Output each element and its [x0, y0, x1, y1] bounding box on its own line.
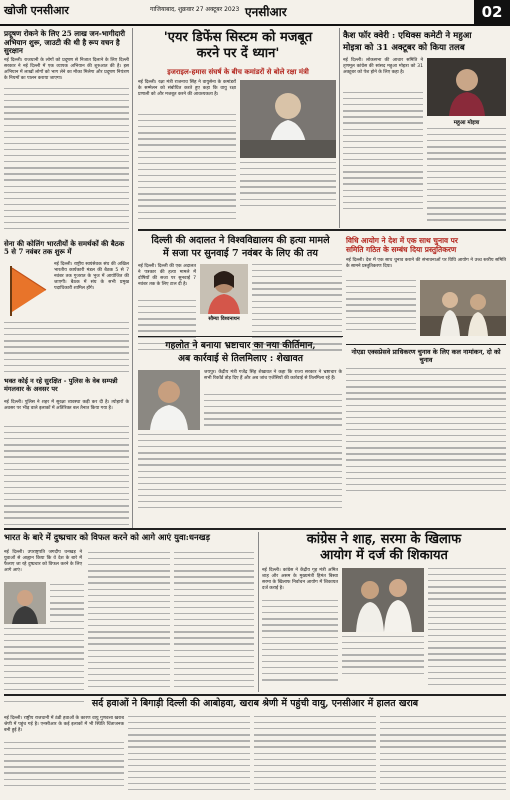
congress-text-lines-2 — [342, 636, 424, 679]
election-photo — [420, 280, 506, 336]
centre-subhead: इजराइल-हमास संघर्ष के बीच कमांडरों से बोले रक्षा मंत्री — [167, 68, 309, 76]
centre-headline-line2: करने पर दें ध्यान' — [196, 46, 280, 61]
congress-headline — [262, 532, 506, 564]
court-headline-line1: दिल्ली की अदालत ने विश्वविद्यालय की हत्या मामले — [151, 235, 330, 246]
gehlot-text-lines-2 — [138, 434, 342, 513]
soumya-photo — [200, 264, 248, 314]
air-text-lines-3 — [254, 716, 376, 795]
column-rule-left — [132, 28, 133, 528]
centre-text-lines-left — [138, 114, 236, 224]
air-text-lines-2 — [128, 716, 250, 795]
court-headline-line2: में सजा पर सुनवाई 7 नवंबर के लिए की तय — [163, 248, 318, 259]
right-top-headline — [343, 30, 506, 54]
left-mid-body: नई दिल्ली। राष्ट्रीय स्वयंसेवक संघ की अखिल भारतीय कार्यकारी मंडल की बैठक 5 से 7 नवंबर तक गुजरात के भुज में आयोजित की जाएगी। बैठक में संघ के सभी प्रमुख पदाधिकारी शामिल होंगे। — [54, 262, 129, 292]
right-top-headline-line1: कैश फॉर क्वेरी : एथिक्स कमेटी ने महुआ — [343, 31, 472, 41]
bharat-text-lines-4 — [174, 552, 254, 692]
election-subdivider — [346, 344, 506, 345]
centre-body: नई दिल्ली। रक्षा मंत्री राजनाथ सिंह ने वायुसेना के कमांडरों के सम्मेलन को संबोधित करते हुए कहा कि वायु रक्षा प्रणाली को और मजबूत करने की आवश्यकता है। — [138, 80, 236, 98]
centre-headline-line1: 'एयर डिफेंस सिस्टम को मजबूत — [163, 30, 313, 45]
left-low-body: नई दिल्ली। पुलिस ने शहर में सुरक्षा व्यवस्था कड़ी कर दी है। त्योहारों के अवसर पर भीड़ वाले इलाकों में अतिरिक्त बल तैनात किया गया है। — [4, 400, 129, 412]
congress-text-lines-3 — [428, 568, 506, 690]
page-number: 02 — [474, 0, 510, 24]
divider-2 — [138, 336, 343, 337]
election-headline-line1: विधि आयोग ने देश में एक साथ चुनाव पर — [346, 236, 458, 245]
bharat-text-lines-3 — [88, 552, 170, 692]
election-headline-line2: समिति गठित के सम्बंध दिया प्रस्तुतिकरण — [346, 245, 457, 254]
centre-headline — [138, 30, 338, 62]
court-body: नई दिल्ली। दिल्ली की एक अदालत ने पत्रकार की हत्या मामले में दोषियों की सजा पर सुनवाई 7 नवंबर तक के लिए टाल दी है। — [138, 264, 196, 288]
shekhawat-photo — [138, 370, 200, 430]
centre-text-lines-right — [240, 162, 336, 211]
gehlot-headline — [138, 340, 343, 365]
gehlot-headline-line2: अब कार्रवाई से तिलमिलाए : शेखावत — [178, 352, 303, 364]
air-text-lines-4 — [380, 716, 506, 795]
bharat-headline: भारत के बारे में दुष्प्रचार को विफल करने को आगे आएं युवा:धनखड़ — [4, 532, 211, 542]
left-low-text-lines — [4, 426, 129, 530]
left-mid-text-lines — [4, 322, 129, 377]
gehlot-body: जयपुर। केंद्रीय मंत्री गजेंद्र सिंह शेखावत ने कहा कि राज्य सरकार ने भ्रष्टाचार के सभी रिकॉर्ड तोड़ दिए हैं और अब जांच एजेंसियों की कार्रवाई से तिलमिला रहे हैं। — [204, 370, 342, 382]
gehlot-headline-line1: गहलोत ने बनाया भ्रष्टाचार का नया कीर्तिमान, — [165, 340, 316, 351]
right-top-headline-line2: मोइत्रा को 31 अक्टूबर को किया तलब — [343, 43, 465, 53]
expressway-text-lines — [346, 368, 506, 496]
column-rule-right — [339, 28, 340, 228]
right-top-body: नई दिल्ली। लोकसभा की आचार समिति ने तृणमूल कांग्रेस की सांसद महुआ मोइत्रा को 31 अक्टूबर को पेश होने के लिए कहा है। — [343, 58, 423, 76]
bharat-text-lines-1 — [50, 584, 84, 627]
left-top-headline: प्रदूषण रोकने के लिए 25 लाख जन-भागीदारी अभियान शुरू, जाउटी की थी है रूप वचन है सुरक्षान — [4, 29, 126, 56]
divider-1 — [138, 229, 506, 231]
congress-photo — [342, 568, 424, 632]
defence-minister-photo — [240, 80, 336, 158]
left-low-headline: भक्त कोई न रहे सुरक्षित - पुलिस के वेब सम्पन्नी मंगलवार के अवसर पर — [4, 377, 118, 393]
brand-name: खोजी एनसीआर — [4, 4, 69, 17]
column-rule-bottom — [258, 532, 259, 692]
left-mid-headline: सेना की कोलिंग भारतीयों के समर्थकों की बैठक 5 से 7 नवंबर तक शुरू में — [4, 239, 125, 257]
mahua-moitra-caption: महुआ मोइत्रा — [453, 120, 480, 126]
election-headline — [346, 236, 506, 254]
election-body: नई दिल्ली। देश में एक साथ चुनाव कराने की संभावनाओं पर विधि आयोग ने उच्च स्तरीय समिति के सामने प्रस्तुतिकरण दिया। — [346, 258, 506, 270]
congress-body: नई दिल्ली। कांग्रेस ने केंद्रीय गृह मंत्री अमित शाह और असम के मुख्यमंत्री हिमंत बिस्वा सरमा के खिलाफ निर्वाचन आयोग में शिकायत दर्ज कराई है। — [262, 568, 338, 592]
issue-date: गाजियाबाद, शुक्रवार 27 अक्टूबर 2023 — [150, 6, 240, 13]
congress-text-lines-1 — [262, 600, 338, 685]
expressway-headline: नोएडा एक्सप्रेसवे प्राधिकरण चुनाव के लिए कल नामांकन, दो को चुनाव — [351, 348, 501, 364]
left-top-text-lines — [4, 88, 129, 234]
mahua-moitra-photo — [427, 58, 506, 116]
congress-headline-line2: आयोग में दर्ज की शिकायत — [320, 548, 448, 563]
election-text-lines-1 — [346, 280, 416, 335]
section-title: एनसीआर — [245, 5, 287, 19]
soumya-caption: सौम्या विश्वनाथन — [208, 316, 240, 322]
court-headline — [138, 234, 343, 260]
bharat-body: नई दिल्ली। उपराष्ट्रपति जगदीप धनखड़ ने युवाओं से आह्वान किया कि वे देश के बारे में फैलाए जा रहे दुष्प्रचार को विफल करने के लिए आगे आएं। — [4, 550, 82, 574]
air-body: नई दिल्ली। राष्ट्रीय राजधानी में ठंडी हवाओं के कारण वायु गुणवत्ता खराब श्रेणी में पहुंच गई है। एनसीआर के कई इलाकों में भी स्थिति चिंताजनक बनी हुई है। — [4, 716, 124, 734]
left-top-body: नई दिल्ली। राजधानी के लोगों को प्रदूषण से निजात दिलाने के लिए दिल्ली सरकार ने नई दिल्ली में एक व्यापक अभियान की शुरुआत की है। इस अभियान में लाखों लोगों को भाग लेने का मौका मिलेगा और प्रदूषण नियंत्रण के नियमों का पालन कराया जाएगा। — [4, 58, 129, 82]
dhankhar-photo — [4, 582, 46, 624]
air-headline: सर्द हवाओं ने बिगाड़ी दिल्ली की आबोहवा, खराब श्रेणी में पहुंची वायु, एनसीआर में हालत खराब — [91, 698, 419, 709]
right-top-text-lines-2 — [427, 128, 506, 226]
masthead — [0, 0, 510, 26]
divider-3 — [4, 528, 506, 530]
right-top-text-lines — [343, 92, 423, 214]
rss-logo — [6, 262, 50, 318]
gehlot-text-lines — [204, 394, 342, 431]
air-text-lines-1 — [4, 742, 124, 791]
divider-4 — [4, 694, 506, 696]
congress-headline-line1: कांग्रेस ने शाह, सरमा के खिलाफ — [306, 532, 462, 547]
